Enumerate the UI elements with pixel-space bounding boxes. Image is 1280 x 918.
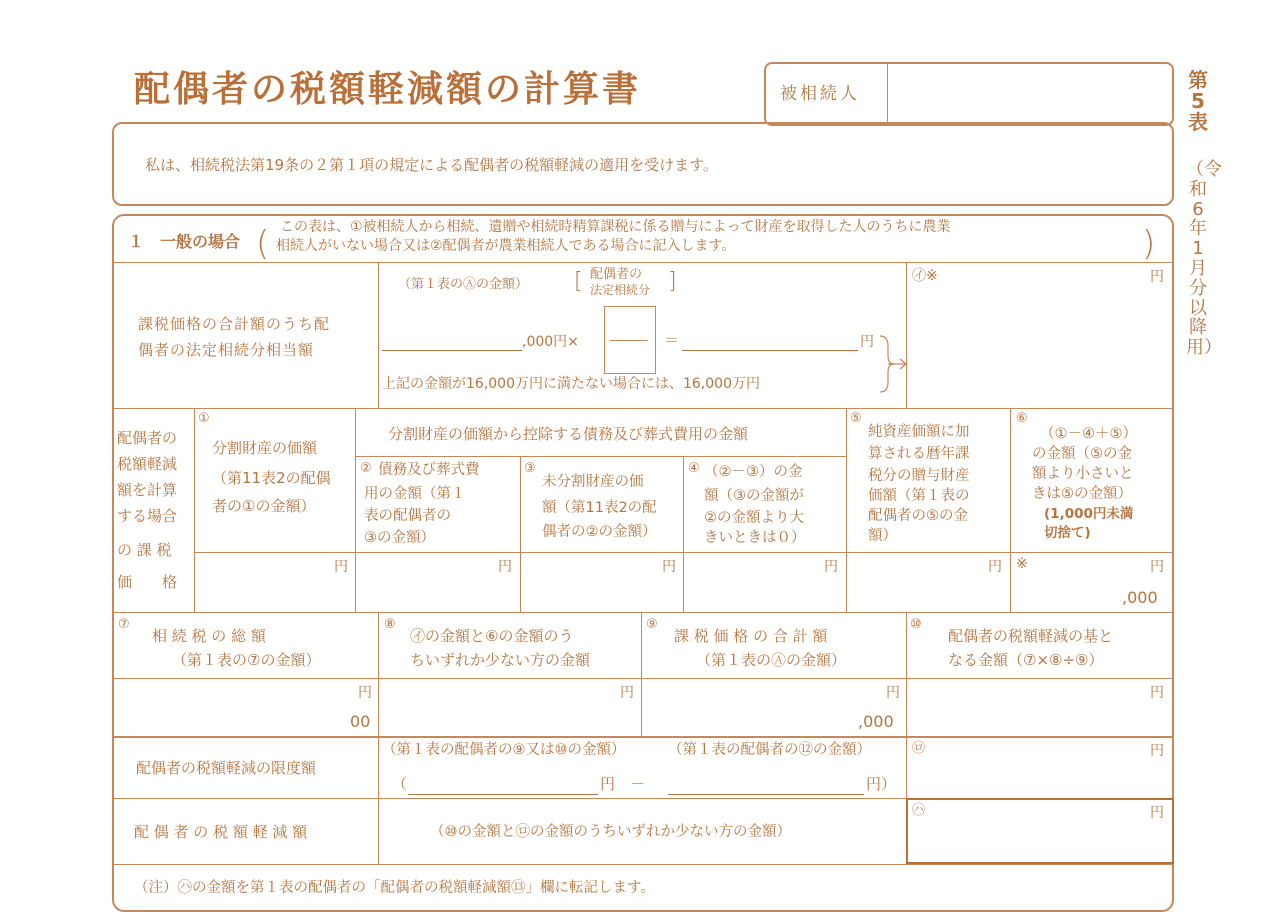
row7-yen: 円 <box>358 685 372 701</box>
i-mark: ㋑※ <box>912 268 938 284</box>
page-title: 配偶者の税額軽減額の計算書 <box>134 69 642 110</box>
decedent-label: 被相続人 <box>780 84 860 104</box>
unit-times: ,000円× <box>522 334 579 350</box>
col3-line2: 額（第11表2の配 <box>542 500 657 516</box>
row9-line1: 課 税 価 格 の 合 計 額 <box>674 627 828 645</box>
col6-mark: ※ <box>1016 556 1028 572</box>
row10-line2: なる金額（⑦×⑧÷⑨） <box>948 651 1104 669</box>
row10-amount-input[interactable] <box>909 698 1169 732</box>
ro-mark: ㋺ <box>912 741 926 756</box>
section-note-1: この表は、①被相続人から相続、遺贈や相続時精算課税に係る贈与によって財産を取得した人のうちに農業 <box>280 219 951 235</box>
section-label: １ 一般の場合 <box>128 232 241 251</box>
limit-ref-a: （第１表の配偶者の⑨又は⑩の金額） <box>382 742 626 758</box>
section-note-2: 相続人がいない場合又は②配偶者が農業相続人である場合に記入します。 <box>276 238 736 254</box>
i-yen: 円 <box>1150 269 1164 285</box>
ha-mark: ㋩ <box>912 803 926 818</box>
col3-line1: 未分割財産の価 <box>542 474 644 490</box>
col2-line2: 用の金額（第１ <box>364 486 466 502</box>
statutory-label-2: 法定相続分 <box>590 283 651 297</box>
col3-num: ③ <box>524 461 536 476</box>
col4-amount-input[interactable] <box>686 572 844 610</box>
row9-unit: ,000 <box>858 712 894 731</box>
equals-sign: ＝ <box>664 331 680 349</box>
row7-line1: 相 続 税 の 総 額 <box>152 627 266 645</box>
row8-amount-input[interactable] <box>381 698 637 732</box>
col3-yen: 円 <box>662 559 676 575</box>
limit-a-input[interactable] <box>408 772 598 794</box>
floor-note: 上記の金額が16,000万円に満たない場合には、16,000万円 <box>382 376 760 392</box>
share-amount-input[interactable] <box>382 328 522 350</box>
row9-amount-input[interactable] <box>644 698 854 732</box>
ro-amount-input[interactable] <box>909 760 1169 796</box>
col4-yen: 円 <box>824 559 838 575</box>
col6-yen: 円 <box>1150 559 1164 575</box>
limit-b-input[interactable] <box>668 772 864 794</box>
deduct-header: 分割財産の価額から控除する債務及び葬式費用の金額 <box>388 425 749 443</box>
row8-yen: 円 <box>620 685 634 701</box>
row9-yen: 円 <box>886 685 900 701</box>
ha-yen: 円 <box>1150 805 1164 821</box>
intro-text: 私は、相続税法第19条の２第１項の規定による配偶者の税額軽減の適用を受けます。 <box>145 156 718 174</box>
col2-num: ② <box>360 461 372 476</box>
col5-line6: 額） <box>868 528 897 544</box>
share-amount-line <box>382 350 522 351</box>
row8-line2: ちいずれか少ない方の金額 <box>410 651 591 669</box>
row7-unit: 00 <box>350 712 371 731</box>
col5-line2: 算される暦年課 <box>868 446 970 462</box>
limit-open: （ <box>392 775 408 793</box>
col5-num: ⑤ <box>850 411 862 426</box>
paren-open: ( <box>256 224 270 264</box>
limit-label: 配偶者の税額軽減の限度額 <box>136 759 317 777</box>
col6-amount-input[interactable] <box>1013 572 1119 610</box>
share-label-1: 課税価格の合計額のうち配 <box>138 315 331 333</box>
row7-line2: （第１表の⑦の金額） <box>172 651 321 669</box>
i-amount-input[interactable] <box>910 290 1168 400</box>
col1-line2: （第11表2の配偶 <box>212 469 331 487</box>
col6-num: ⑥ <box>1016 411 1028 426</box>
col4-line1: （②－③）の金 <box>704 464 803 480</box>
col2-line1: 債務及び葬式費 <box>378 462 480 478</box>
col4-num: ④ <box>688 461 700 476</box>
col1-amount-input[interactable] <box>197 572 353 610</box>
paren-close: ) <box>1142 224 1156 264</box>
share-yen: 円 <box>860 334 874 350</box>
row8-num: ⑧ <box>384 617 396 632</box>
col1-line3: 者の①の金額） <box>212 497 316 515</box>
ha-amount-input[interactable] <box>912 822 1168 860</box>
row7-num: ⑦ <box>118 617 130 632</box>
col6-line1: （①－④＋⑤） <box>1040 426 1137 442</box>
col6-line6: 切捨て) <box>1044 525 1091 541</box>
col6-line4: きは⑤の金額） <box>1032 486 1132 502</box>
arrow-bracket-icon <box>878 334 908 394</box>
col4-line3: ②の金額より大 <box>704 510 804 526</box>
col6-unit: ,000 <box>1122 588 1158 607</box>
col6-line3: 額より小さいと <box>1032 466 1134 482</box>
col5-line4: 価額（第１表の <box>868 488 970 504</box>
row10-yen: 円 <box>1150 685 1164 701</box>
col1-num: ① <box>198 411 210 426</box>
col2-amount-input[interactable] <box>358 572 518 610</box>
col1-line1: 分割財産の価額 <box>212 439 318 457</box>
col1-yen: 円 <box>334 559 348 575</box>
limit-yen-close: 円） <box>866 775 897 793</box>
col2-line4: ③の金額） <box>364 530 435 546</box>
row8-line1: ㋑の金額と⑥の金額のう <box>410 627 574 645</box>
statutory-label-1: 配偶者の <box>590 267 643 282</box>
col2-yen: 円 <box>498 559 512 575</box>
share-label-2: 偶者の法定相続分相当額 <box>138 341 315 359</box>
col3-line3: 偶者の②の金額） <box>542 524 657 540</box>
limit-ref-b: （第１表の配偶者の⑫の金額） <box>668 742 871 758</box>
col4-line4: きいときは０） <box>704 530 806 546</box>
limit-yen-minus: 円 － <box>600 775 646 793</box>
share-ref: （第１表のⒶの金額） <box>398 277 529 292</box>
col5-amount-input[interactable] <box>849 572 1008 610</box>
table-number: 第5表 <box>1188 68 1208 134</box>
col3-amount-input[interactable] <box>523 572 681 610</box>
row10-num: ⑩ <box>910 617 922 632</box>
col4-line2: 額（③の金額が <box>704 488 804 504</box>
col6-line5: (1,000円未満 <box>1044 506 1134 522</box>
ro-yen: 円 <box>1150 743 1164 759</box>
decedent-name-field[interactable] <box>890 66 1170 122</box>
share-result-input[interactable] <box>682 328 858 350</box>
row9-line2: （第１表のⒶの金額） <box>696 651 847 669</box>
row10-line1: 配偶者の税額軽減の基と <box>948 627 1114 645</box>
col5-yen: 円 <box>988 559 1002 575</box>
col5-line1: 純資産価額に加 <box>868 424 970 440</box>
row7-amount-input[interactable] <box>116 698 346 732</box>
col2-line3: 表の配偶者の <box>364 508 451 524</box>
footnote: （注）㋩の金額を第１表の配偶者の「配偶者の税額軽減額⑬」欄に転記します。 <box>134 880 655 896</box>
reduction-label: 配 偶 者 の 税 額 軽 減 額 <box>134 823 308 841</box>
col5-line5: 配偶者の⑤の金 <box>868 508 968 524</box>
reduction-formula: （⑩の金額と㋺の金額のうちいずれか少ない方の金額） <box>430 824 791 840</box>
revision-note: （令和6年1月分以降用） <box>1186 159 1222 359</box>
row9-num: ⑨ <box>646 617 658 632</box>
col6-line2: の金額（⑤の金 <box>1032 446 1132 462</box>
col5-line3: 税分の贈与財産 <box>868 468 970 484</box>
